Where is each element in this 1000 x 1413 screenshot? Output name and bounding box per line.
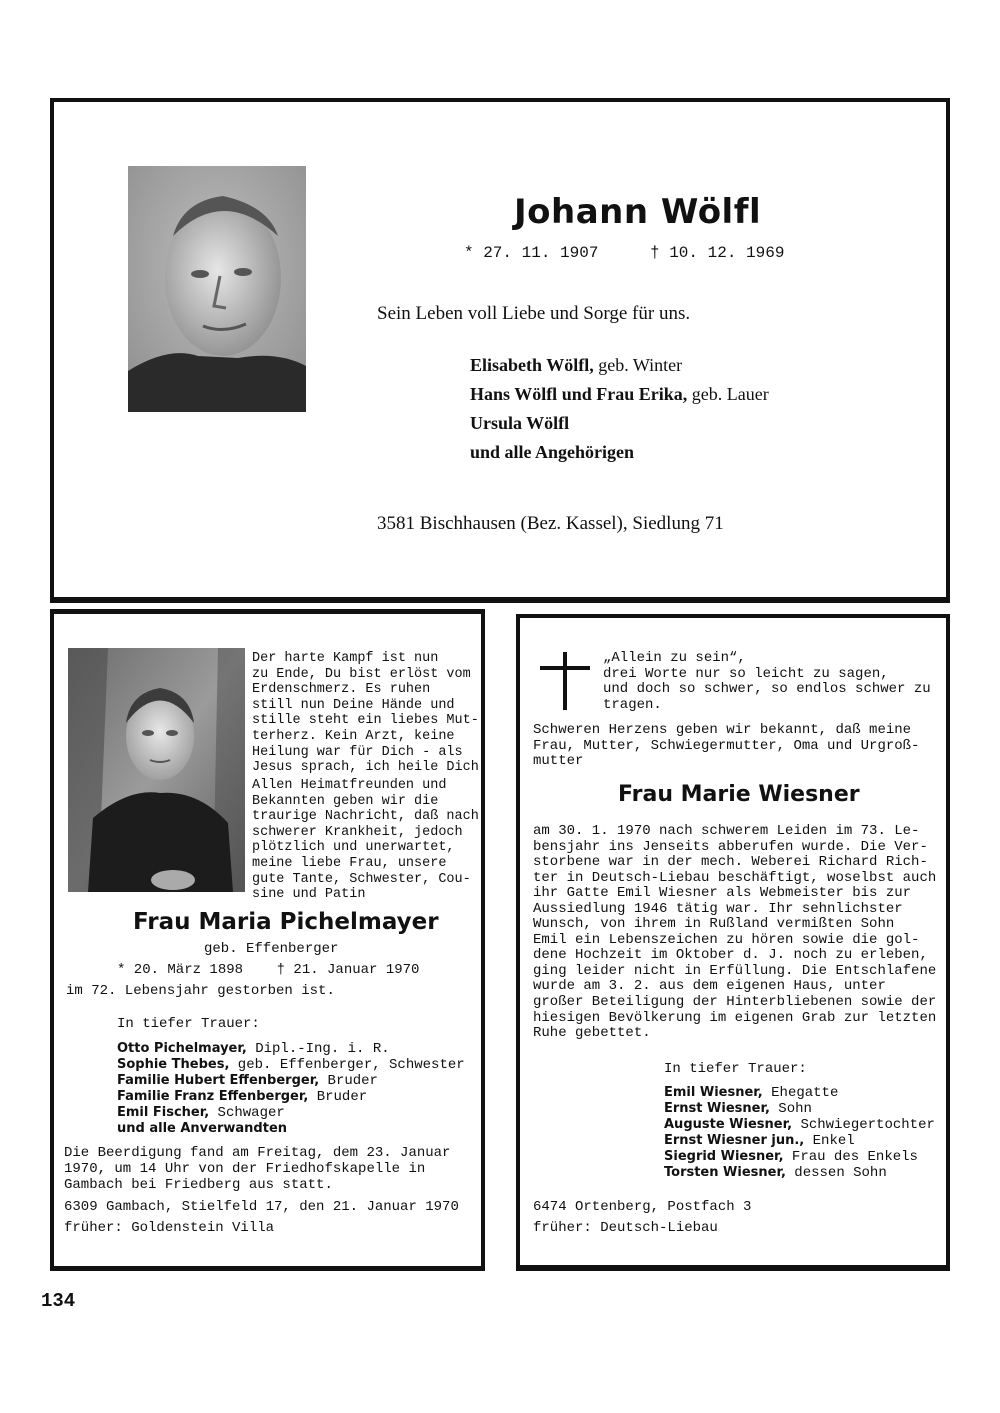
mourner-line: Ernst Wiesner jun., Enkel (664, 1133, 855, 1149)
maiden-name: geb. Effenberger (204, 941, 339, 957)
motto-text: Sein Leben voll Liebe und Sorge für uns. (377, 303, 691, 324)
body-line: ter in Deutsch-Liebau beschäftigt, woselbst auch (533, 869, 937, 886)
funeral-text (64, 1145, 450, 1193)
deceased-name-johann: Johann Wölfl (514, 192, 762, 232)
mourner-line: Auguste Wiesner, Schwiegertochter (664, 1117, 935, 1133)
quote-line: tragen. (603, 696, 662, 713)
quote-line: „Allein zu sein“, (603, 650, 746, 666)
mourner-line: und alle Angehörigen (470, 442, 635, 462)
right-trauer-heading: In tiefer Trauer: (664, 1061, 807, 1077)
quote-line: und doch so schwer, so endlos schwer zu (603, 681, 931, 697)
cross-icon (540, 652, 590, 710)
body-line: Aussiedlung 1946 tätig war. Ihr sehnlichster (533, 900, 903, 917)
funeral-line: Gambach bei Friedberg aus statt. (64, 1177, 333, 1193)
mourner-line: Ursula Wölfl (470, 413, 570, 433)
right-intro-block (533, 723, 919, 770)
intro-line: schwerer Krankheit, jedoch (252, 824, 463, 840)
body-line: am 30. 1. 1970 nach schwerem Leiden im 73. Le- (533, 823, 920, 839)
intro-line: Frau, Mutter, Schwiegermutter, Oma und Urgroß- (533, 737, 920, 754)
intro-line: sine und Patin (252, 887, 366, 903)
poem-line: still nun Deine Hände und (252, 697, 455, 713)
intro-line: plötzlich und unerwartet, (252, 840, 455, 856)
mourner-line: Otto Pichelmayer, Dipl.-Ing. i. R. (117, 1041, 390, 1057)
intro-line: Schweren Herzens geben wir bekannt, daß meine (533, 722, 912, 738)
mourner-line: Siegrid Wiesner, Frau des Enkels (664, 1149, 918, 1165)
death-date: † 10. 12. 1969 (650, 244, 785, 262)
top-mourners-list (470, 355, 769, 471)
body-line: storbene war in der mech. Weberei Richard Rich- (533, 854, 928, 871)
poem-line: Jesus sprach, ich heile Dich! (252, 760, 487, 776)
intro-line: gute Tante, Schwester, Cou- (252, 871, 471, 887)
mourner-line: Hans Wölfl und Frau Erika, geb. Lauer (470, 384, 769, 404)
portrait-photo-johann (128, 166, 306, 412)
top-address: 3581 Bischhausen (Bez. Kassel), Siedlung 71 (377, 513, 724, 534)
poem-line: Heilung war für Dich - als (252, 744, 463, 760)
right-body-text (533, 824, 936, 1042)
mourner-line: Torsten Wiesner, dessen Sohn (664, 1165, 887, 1181)
mourner-line: Emil Fischer, Schwager (117, 1105, 285, 1121)
body-line: wurde am 3. 2. aus dem eigenen Haus, unter (533, 978, 886, 995)
intro-line: traurige Nachricht, daß nach (252, 809, 479, 825)
mourner-line: Familie Franz Effenberger, Bruder (117, 1089, 368, 1105)
mourner-line: Ernst Wiesner, Sohn (664, 1101, 812, 1117)
body-line: Emil ein Lebenszeichen zu hören sowie die gol- (533, 931, 920, 948)
body-line: ihr Gatte Emil Wiesner als Webmeister bis zur (533, 885, 912, 902)
poem-block (252, 651, 487, 776)
body-line: ging leider nicht in Erfüllung. Die Entschlafene (533, 962, 937, 979)
maria-age: im 72. Lebensjahr gestorben ist. (66, 983, 335, 999)
page-number: 134 (41, 1290, 76, 1312)
birth-date: * 27. 11. 1907 (464, 244, 599, 262)
body-line: hiesigen Bevölkerung im eigenen Grab zur letzten (533, 1009, 937, 1026)
funeral-line: 1970, um 14 Uhr von der Friedhofskapelle in (64, 1161, 426, 1177)
poem-line: terherz. Kein Arzt, keine (252, 728, 455, 744)
right-address: 6474 Ortenberg, Postfach 3 (533, 1199, 752, 1215)
body-line: bensjahr ins Jenseits abberufen wurde. Die Ver- (533, 838, 928, 855)
right-former-address: früher: Deutsch-Liebau (533, 1220, 718, 1236)
poem-line: Der harte Kampf ist nun (252, 651, 439, 666)
portrait-image (68, 648, 245, 892)
quote-line: drei Worte nur so leicht zu sagen, (603, 665, 889, 682)
left-mourners-list (117, 1041, 465, 1137)
intro-line: Bekannten geben wir die (252, 793, 439, 809)
right-mourners-list (664, 1085, 935, 1181)
intro-line: Allen Heimatfreunden und (252, 778, 447, 793)
quote-block (603, 651, 931, 713)
left-trauer-heading: In tiefer Trauer: (117, 1016, 260, 1032)
poem-line: stille steht ein liebes Mut- (252, 713, 479, 729)
mourner-line: Familie Hubert Effenberger, Bruder (117, 1073, 378, 1089)
left-intro-block (252, 778, 479, 903)
portrait-photo-maria (68, 648, 245, 892)
funeral-line: Die Beerdigung fand am Freitag, dem 23. Januar (64, 1145, 451, 1161)
body-line: Ruhe gebettet. (533, 1025, 651, 1042)
mourner-line: Sophie Thebes, geb. Effenberger, Schwester (117, 1057, 465, 1073)
mourner-line: und alle Anverwandten (117, 1121, 288, 1136)
left-former-address: früher: Goldenstein Villa (64, 1220, 275, 1236)
poem-line: Erdenschmerz. Es ruhen (252, 682, 431, 698)
maria-dates: * 20. März 1898 † 21. Januar 1970 (117, 962, 420, 978)
body-line: großer Beteiligung der Hinterbliebenen sowie der (533, 994, 937, 1011)
deceased-name-marie: Frau Marie Wiesner (618, 782, 860, 807)
body-line: dene Hochzeit im Oktober d. J. noch zu erleben, (533, 947, 928, 964)
left-place-date: 6309 Gambach, Stielfeld 17, den 21. Januar 1970 (64, 1199, 459, 1215)
intro-line: meine liebe Frau, unsere (252, 855, 447, 871)
body-line: Wunsch, von ihrem in Rußland vermißten Sohn (533, 916, 895, 933)
portrait-image (128, 166, 306, 412)
deceased-name-maria: Frau Maria Pichelmayer (133, 909, 439, 935)
poem-line: zu Ende, Du bist erlöst vom (252, 666, 471, 682)
intro-line: mutter (533, 753, 584, 769)
mourner-line: Elisabeth Wölfl, geb. Winter (470, 355, 683, 375)
mourner-line: Emil Wiesner, Ehegatte (664, 1085, 839, 1101)
